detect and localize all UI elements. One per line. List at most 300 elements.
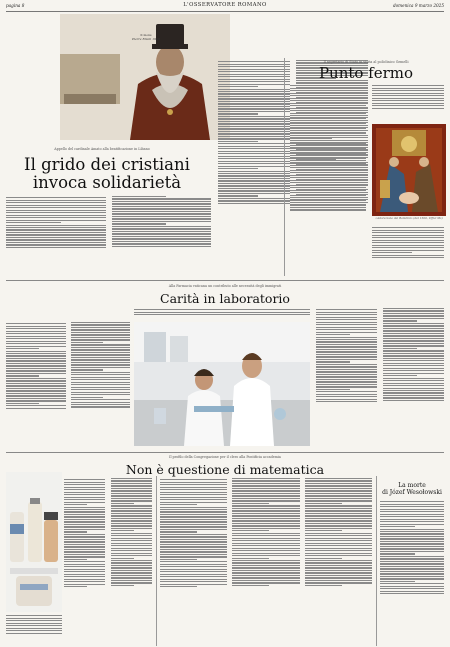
death-headline-line1: La morte	[398, 482, 426, 489]
text-line	[111, 585, 134, 586]
text-line	[160, 561, 227, 562]
text-line	[383, 400, 444, 401]
text-line	[380, 593, 444, 594]
text-line	[383, 330, 444, 331]
text-line	[6, 633, 62, 634]
text-line	[305, 483, 372, 484]
text-line	[305, 535, 372, 536]
text-line	[316, 314, 377, 315]
text-line	[218, 64, 290, 65]
text-line	[372, 240, 444, 241]
text-line	[290, 182, 366, 183]
text-line	[160, 569, 227, 570]
text-line	[305, 523, 372, 524]
text-line	[6, 247, 106, 248]
text-line	[232, 483, 299, 484]
text-line	[6, 227, 106, 228]
text-line	[305, 505, 372, 506]
text-line	[372, 88, 444, 89]
text-line	[64, 544, 105, 545]
text-line	[111, 538, 152, 539]
text-line	[290, 190, 366, 191]
text-line	[305, 528, 372, 529]
text-line	[6, 328, 66, 329]
text-line	[372, 247, 444, 248]
text-line	[6, 225, 106, 226]
text-line	[6, 336, 66, 337]
text-line	[218, 113, 258, 114]
text-line	[316, 399, 377, 400]
text-line	[218, 180, 290, 181]
text-line	[71, 362, 131, 363]
text-line	[64, 556, 105, 557]
text-line	[218, 193, 290, 194]
text-line	[316, 319, 377, 320]
text-line	[160, 531, 197, 532]
text-line	[6, 331, 66, 332]
death-headline	[380, 482, 444, 496]
text-line	[232, 562, 299, 563]
section-rule	[6, 280, 444, 281]
lab-body-left	[6, 322, 130, 452]
text-line	[232, 560, 299, 561]
text-line	[383, 338, 444, 339]
text-line	[316, 359, 377, 360]
text-line	[218, 166, 290, 167]
text-line	[6, 398, 66, 399]
text-line	[64, 499, 105, 500]
text-line	[290, 85, 366, 86]
text-line	[316, 349, 377, 350]
text-line	[218, 143, 290, 144]
text-line	[372, 232, 444, 233]
text-line	[112, 218, 212, 219]
text-line	[380, 556, 444, 557]
text-line	[71, 377, 131, 378]
text-line	[290, 167, 366, 168]
text-line	[232, 577, 299, 578]
text-line	[160, 586, 197, 587]
text-line	[380, 573, 444, 574]
text-line	[232, 535, 299, 536]
text-line	[232, 548, 299, 549]
text-line	[232, 530, 269, 531]
text-line	[71, 392, 131, 393]
text-line	[305, 485, 372, 486]
text-line	[160, 509, 227, 510]
column-divider-3	[376, 476, 377, 646]
text-line	[71, 372, 131, 373]
lab-kicker: Alla Farmacia vaticana un contributo alle necessità degli immigrati	[168, 284, 282, 288]
text-line	[64, 492, 105, 493]
text-line	[380, 501, 444, 502]
text-line	[64, 511, 105, 512]
text-line	[111, 493, 152, 494]
text-line	[218, 103, 290, 104]
text-line	[71, 359, 131, 360]
text-line	[380, 583, 444, 584]
text-line	[112, 208, 212, 209]
text-line	[383, 378, 444, 379]
text-line	[316, 386, 377, 387]
text-line	[6, 623, 62, 624]
text-line	[305, 558, 342, 559]
text-line	[111, 523, 152, 524]
text-line	[64, 489, 105, 490]
text-line	[383, 365, 444, 366]
text-line	[218, 146, 290, 147]
text-line	[112, 213, 212, 214]
text-line	[218, 128, 290, 129]
text-line	[6, 220, 106, 221]
punto-body-top	[372, 84, 444, 122]
text-line	[71, 344, 131, 345]
text-line	[383, 370, 444, 371]
text-line	[160, 566, 227, 567]
text-line	[316, 324, 377, 325]
text-line	[290, 150, 366, 151]
text-line	[218, 200, 290, 201]
text-line	[111, 480, 152, 481]
text-line	[372, 90, 444, 91]
text-line	[305, 538, 372, 539]
text-line	[232, 553, 299, 554]
text-line	[380, 526, 415, 527]
text-line	[71, 364, 131, 365]
text-line	[6, 242, 106, 243]
text-line	[305, 525, 372, 526]
text-line	[232, 567, 299, 568]
text-line	[71, 347, 131, 348]
text-line	[316, 379, 377, 380]
punto-body-bottom	[372, 226, 444, 276]
text-line	[160, 487, 227, 488]
text-line	[112, 201, 212, 202]
text-line	[380, 581, 415, 582]
lebanon-headline-line1: Il grido dei cristiani	[24, 155, 190, 174]
text-line	[218, 148, 290, 149]
text-line	[290, 132, 366, 133]
text-line	[380, 524, 444, 525]
text-line	[383, 318, 444, 319]
newspaper-title: L'OSSERVATORE ROMANO	[183, 2, 267, 8]
text-line	[6, 212, 106, 213]
text-line	[316, 369, 377, 370]
text-line	[290, 199, 366, 200]
text-line	[64, 549, 105, 550]
text-line	[290, 135, 366, 136]
text-line	[111, 545, 152, 546]
text-line	[71, 367, 131, 368]
text-line	[160, 499, 227, 500]
text-line	[218, 188, 290, 189]
text-line	[64, 514, 105, 515]
text-line	[134, 309, 310, 310]
text-line	[316, 374, 377, 375]
text-line	[380, 558, 444, 559]
text-line	[218, 121, 290, 122]
text-line	[64, 487, 105, 488]
text-line	[6, 383, 66, 384]
text-line	[218, 133, 290, 134]
text-line	[71, 402, 131, 403]
text-line	[64, 546, 105, 547]
text-line	[111, 518, 152, 519]
text-line	[6, 403, 39, 404]
portrait-caption-line2: Pierre Elianl 1908	[132, 36, 160, 41]
text-line	[383, 355, 444, 356]
text-line	[160, 534, 227, 535]
text-line	[160, 581, 227, 582]
text-line	[111, 525, 152, 526]
text-line	[380, 521, 444, 522]
text-line	[6, 355, 66, 356]
text-line	[160, 484, 227, 485]
text-line	[290, 157, 366, 158]
text-line	[64, 509, 105, 510]
text-line	[6, 620, 62, 621]
text-line	[6, 210, 106, 211]
text-line	[290, 147, 366, 148]
text-line	[218, 118, 290, 119]
text-line	[71, 327, 131, 328]
text-line	[218, 198, 290, 199]
text-line	[112, 241, 212, 242]
text-line	[111, 530, 134, 531]
lebanon-body-text	[6, 196, 211, 276]
text-line	[218, 195, 258, 196]
text-line	[290, 145, 366, 146]
text-line	[6, 360, 66, 361]
text-line	[218, 93, 290, 94]
text-line	[112, 211, 212, 212]
text-line	[6, 628, 62, 629]
painting-caption: «Adorazione dei Bambini» (del 1500, Uffici Mv)	[375, 216, 443, 220]
text-line	[160, 554, 227, 555]
text-line	[112, 243, 212, 244]
text-line	[160, 584, 227, 585]
text-line	[372, 252, 412, 253]
section-rule-2	[6, 452, 444, 453]
text-line	[316, 332, 377, 333]
text-line	[64, 541, 105, 542]
text-line	[380, 578, 444, 579]
text-line	[316, 376, 377, 377]
text-line	[290, 207, 366, 208]
text-line	[305, 545, 372, 546]
text-line	[218, 185, 290, 186]
text-line	[290, 177, 366, 178]
text-line	[6, 237, 106, 238]
punto-body-text	[290, 84, 366, 276]
text-line	[232, 495, 299, 496]
text-line	[380, 553, 415, 554]
text-line	[232, 505, 299, 506]
text-line	[316, 322, 377, 323]
text-line	[290, 202, 366, 203]
text-line	[316, 346, 377, 347]
text-line	[380, 561, 444, 562]
text-line	[6, 630, 62, 631]
text-line	[160, 492, 227, 493]
text-line	[6, 323, 66, 324]
text-line	[112, 198, 212, 199]
text-line	[111, 543, 152, 544]
text-line	[71, 334, 131, 335]
text-line	[290, 204, 366, 205]
text-line	[64, 571, 105, 572]
text-line	[6, 390, 66, 391]
column-divider	[284, 58, 285, 276]
text-line	[6, 326, 66, 327]
text-line	[305, 520, 372, 521]
text-line	[232, 538, 299, 539]
text-line	[232, 533, 299, 534]
text-line	[305, 530, 342, 531]
text-line	[218, 61, 290, 62]
text-line	[316, 356, 377, 357]
text-line	[290, 117, 366, 118]
text-line	[160, 529, 227, 530]
text-line	[316, 341, 377, 342]
math-body-text	[160, 478, 372, 644]
text-line	[6, 341, 66, 342]
text-line	[372, 95, 444, 96]
text-line	[64, 566, 105, 567]
text-line	[218, 158, 290, 159]
text-line	[71, 329, 131, 330]
text-line	[218, 151, 290, 152]
text-line	[64, 551, 105, 552]
text-line	[64, 569, 105, 570]
text-line	[218, 89, 290, 90]
text-line	[380, 536, 444, 537]
text-line	[160, 479, 227, 480]
text-line	[380, 586, 444, 587]
text-line	[64, 479, 105, 480]
text-line	[71, 322, 131, 323]
lebanon-headline	[14, 156, 200, 192]
text-line	[112, 226, 212, 227]
text-line	[383, 358, 444, 359]
text-line	[6, 205, 106, 206]
text-line	[160, 536, 227, 537]
text-line	[383, 310, 444, 311]
text-line	[6, 333, 66, 334]
text-line	[111, 498, 152, 499]
text-line	[232, 558, 269, 559]
text-line	[380, 516, 444, 517]
text-line	[160, 504, 197, 505]
text-line	[71, 324, 131, 325]
text-line	[64, 581, 105, 582]
text-line	[316, 334, 350, 335]
text-line	[6, 197, 106, 198]
text-line	[218, 123, 290, 124]
text-line	[372, 103, 444, 104]
text-line	[232, 503, 269, 504]
lebanon-headline-line2: invoca solidarietà	[32, 173, 182, 192]
text-line	[232, 540, 299, 541]
text-line	[290, 140, 366, 141]
text-line	[372, 257, 444, 258]
text-line	[218, 163, 290, 164]
text-line	[232, 585, 269, 586]
text-line	[112, 216, 212, 217]
text-line	[111, 580, 152, 581]
text-line	[305, 493, 372, 494]
text-line	[383, 385, 444, 386]
text-line	[383, 392, 444, 393]
text-line	[6, 405, 66, 406]
text-line	[305, 562, 372, 563]
text-line	[232, 565, 299, 566]
text-line	[112, 203, 212, 204]
text-line	[218, 84, 290, 85]
text-line	[290, 209, 366, 210]
text-line	[111, 582, 152, 583]
text-line	[232, 520, 299, 521]
text-line	[111, 560, 152, 561]
text-line	[305, 488, 372, 489]
text-line	[305, 555, 372, 556]
text-line	[290, 122, 366, 123]
text-line	[380, 546, 444, 547]
text-line	[160, 571, 227, 572]
text-line	[290, 192, 332, 193]
text-line	[372, 93, 444, 94]
text-line	[6, 408, 66, 409]
text-line	[218, 126, 290, 127]
text-line	[160, 541, 227, 542]
death-body-text	[380, 500, 444, 644]
text-line	[305, 490, 372, 491]
text-line	[290, 100, 366, 101]
text-line	[305, 518, 372, 519]
text-line	[316, 394, 377, 395]
text-line	[6, 234, 106, 235]
text-line	[383, 380, 444, 381]
text-line	[218, 101, 290, 102]
text-line	[316, 312, 377, 313]
text-line	[218, 79, 290, 80]
text-line	[305, 565, 372, 566]
text-line	[111, 548, 152, 549]
text-line	[218, 74, 290, 75]
text-line	[64, 521, 105, 522]
text-line	[111, 570, 152, 571]
text-line	[6, 625, 62, 626]
text-line	[290, 115, 366, 116]
text-line	[111, 505, 152, 506]
text-line	[6, 215, 106, 216]
math-headline: Non è questione di matematica	[125, 462, 325, 477]
text-line	[71, 399, 131, 400]
text-line	[316, 327, 377, 328]
text-line	[218, 203, 290, 204]
text-line	[111, 490, 152, 491]
text-line	[71, 374, 131, 375]
text-line	[383, 388, 444, 389]
text-line	[383, 323, 444, 324]
text-line	[6, 338, 66, 339]
text-line	[6, 351, 66, 352]
text-line	[160, 502, 227, 503]
text-line	[218, 108, 290, 109]
text-line	[383, 353, 444, 354]
text-line	[372, 100, 444, 101]
text-line	[218, 156, 290, 157]
